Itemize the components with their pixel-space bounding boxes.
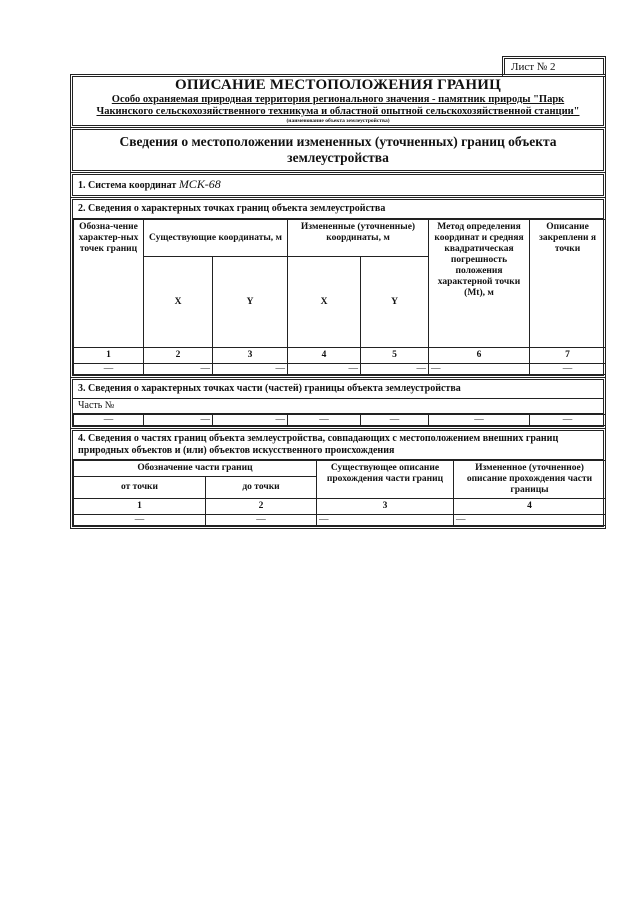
title-block — [72, 76, 604, 126]
boundary-parts-table — [73, 460, 606, 526]
col-part-header: Обозначение части границ — [74, 461, 317, 477]
object-name: Особо охраняемая природная территория регионального значения - памятник природы "Парк Чакинского сельскохозяйственного техникума и областной опытной сельскохозяйственной станции" — [96, 94, 580, 117]
section4-label: 4. Сведения о частях границ объекта землеустройства, совпадающих с местоположением внешних границ природных объектов и (или) объектов искусственного происхождения — [73, 431, 603, 460]
column-number: 4 — [454, 499, 606, 515]
dash-cell: — — [213, 415, 288, 426]
column-number: 1 — [74, 348, 144, 364]
column-numbers-row — [74, 348, 606, 364]
coordinate-system-row — [73, 175, 603, 195]
section4-block — [72, 430, 604, 527]
col-changed-coords-header: Измененные (уточненные) координаты, м — [288, 220, 429, 257]
document-title: ОПИСАНИЕ МЕСТОПОЛОЖЕНИЯ ГРАНИЦ — [175, 77, 501, 93]
col-existing-description-header: Существующее описание прохождения части границ — [317, 461, 454, 499]
col-changed-y: Y — [361, 257, 429, 348]
dash-cell: — — [213, 364, 288, 375]
dash-cell: — — [317, 515, 454, 526]
col-description-header: Описание закреплени я точки — [530, 220, 606, 348]
dash-cell: — — [206, 515, 317, 526]
dash-cell: — — [74, 515, 206, 526]
column-numbers-row — [74, 499, 606, 515]
coordinate-system-value: МСК-68 — [178, 177, 221, 191]
document-frame — [72, 76, 604, 530]
dash-cell: — — [288, 415, 361, 426]
section3-label: 3. Сведения о характерных точках части (частей) границы объекта землеустройства — [73, 380, 603, 399]
section1-block — [72, 174, 604, 196]
dash-cell: — — [144, 415, 213, 426]
section3-block — [72, 379, 604, 427]
col-changed-description-header: Измененное (уточненное) описание прохождения части границы — [454, 461, 606, 499]
dash-cell: — — [74, 364, 144, 375]
col-existing-x: X — [144, 257, 213, 348]
column-number: 1 — [74, 499, 206, 515]
dash-cell: — — [74, 415, 144, 426]
column-number: 2 — [144, 348, 213, 364]
col-existing-coords-header: Существующие координаты, м — [144, 220, 288, 257]
section-heading-block — [72, 129, 604, 171]
dash-cell: — — [530, 364, 606, 375]
col-changed-x: X — [288, 257, 361, 348]
dash-cell: — — [361, 364, 429, 375]
section2-label: 2. Сведения о характерных точках границ объекта землеустройства — [73, 200, 603, 219]
column-number: 3 — [213, 348, 288, 364]
dash-cell: — — [361, 415, 429, 426]
section2-block — [72, 199, 604, 376]
table-row — [74, 415, 606, 426]
section-heading: Сведения о местоположении измененных (уточненных) границ объекта землеустройства — [119, 134, 557, 165]
part-points-table — [73, 414, 606, 426]
dash-cell: — — [144, 364, 213, 375]
column-number: 6 — [429, 348, 530, 364]
col-method-header: Метод определения координат и средняя квадратическая погрешность положения характерной точки (Mt), м — [429, 220, 530, 348]
dash-cell: — — [429, 364, 530, 375]
section1-label: 1. Система координат — [78, 180, 177, 191]
sheet-number: Лист № 2 — [504, 58, 604, 75]
table-row — [74, 364, 606, 375]
column-number: 5 — [361, 348, 429, 364]
column-number: 7 — [530, 348, 606, 364]
part-number-label: Часть № — [73, 399, 603, 414]
object-name-caption: (наименование объекта землеустройства) — [286, 118, 390, 124]
dash-cell: — — [429, 415, 530, 426]
dash-cell: — — [288, 364, 361, 375]
table-row — [74, 515, 606, 526]
col-to-point: до точки — [206, 477, 317, 499]
dash-cell: — — [454, 515, 606, 526]
column-number: 2 — [206, 499, 317, 515]
col-designation-header: Обозна-чение характер-ных точек границ — [74, 220, 144, 348]
column-number: 3 — [317, 499, 454, 515]
dash-cell: — — [530, 415, 606, 426]
col-existing-y: Y — [213, 257, 288, 348]
col-from-point: от точки — [74, 477, 206, 499]
column-number: 4 — [288, 348, 361, 364]
boundary-points-table — [73, 219, 606, 375]
